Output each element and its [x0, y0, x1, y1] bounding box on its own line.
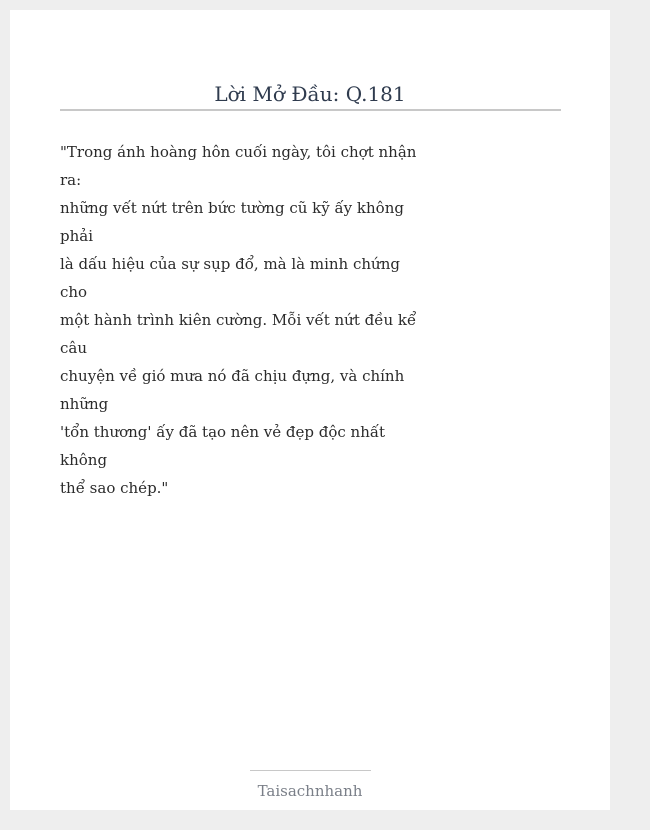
body-line: không [60, 451, 108, 469]
body-line: thể sao chép." [60, 479, 169, 497]
footer-divider [250, 770, 371, 771]
body-line: chuyện về gió mưa nó đã chịu đựng, và chính [60, 367, 405, 385]
body-line: "Trong ánh hoàng hôn cuối ngày, tôi chợt nhận [60, 143, 417, 161]
body-line: câu [60, 339, 88, 357]
body-line: những vết nứt trên bức tường cũ kỹ ấy không [60, 199, 404, 217]
body-line: 'tổn thương' ấy đã tạo nên vẻ đẹp độc nhất [60, 423, 386, 441]
body-line: một hành trình kiên cường. Mỗi vết nứt đều kể [60, 311, 417, 329]
document-page [10, 10, 610, 810]
title-divider [60, 109, 561, 111]
body-line: ra: [60, 171, 82, 189]
body-paragraph [60, 138, 420, 502]
body-line: cho [60, 283, 88, 301]
page-title: Lời Mở Đầu: Q.181 [214, 82, 406, 106]
body-line: phải [60, 227, 94, 245]
body-line: những [60, 395, 109, 413]
body-line: là dấu hiệu của sự sụp đổ, mà là minh chứng [60, 255, 400, 273]
footer-text: Taisachnhanh [257, 782, 363, 800]
